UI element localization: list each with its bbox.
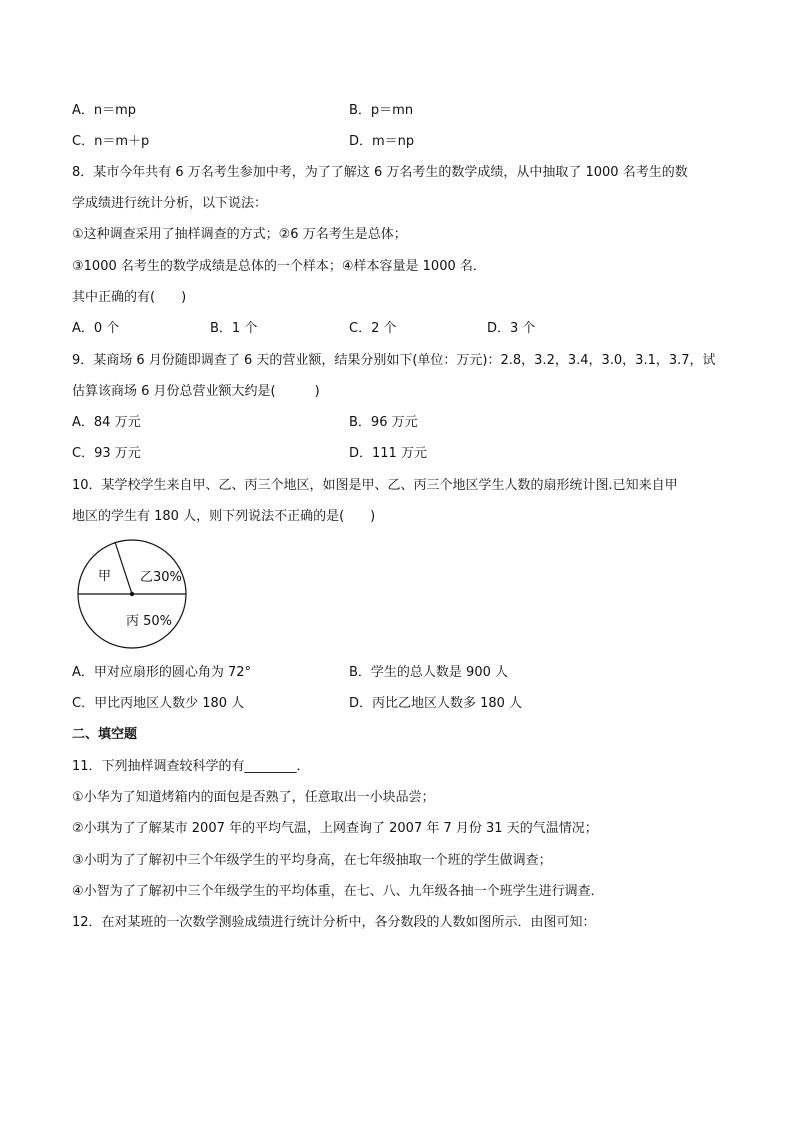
q10-stem-line1: 10．某学校学生来自甲、乙、丙三个地区，如图是甲、乙、丙三个地区学生人数的扇形统计图.已知来自甲 [72, 478, 678, 493]
q10-option-c: C．甲比丙地区人数少 180 人 [72, 696, 245, 711]
q7-option-a: A．n＝mp [72, 103, 137, 118]
q8-option-b: B．1 个 [210, 321, 258, 336]
q9-option-b: B．96 万元 [349, 415, 418, 430]
q8-stem-line2: 学成绩进行统计分析，以下说法： [72, 196, 268, 211]
q10-stem-line2: 地区的学生有 180 人，则下列说法不正确的是( ) [72, 509, 376, 524]
q9-stem-line1: 9．某商场 6 月份随即调查了 6 天的营业额，结果分别如下(单位：万元)：2.8，3.2，3.4，3.0，3.1，3.7，试 [72, 353, 716, 368]
pie-chart [76, 538, 188, 650]
q11-item-4: ④小智为了了解初中三个年级学生的平均体重，在七、八、九年级各抽一个班学生进行调查． [72, 884, 604, 899]
q8-statement-line1: ①这种调查采用了抽样调查的方式；②6 万名考生是总体； [72, 227, 407, 242]
q9-option-c: C．93 万元 [72, 446, 141, 461]
q8-question: 其中正确的有( ) [72, 290, 187, 305]
q12-stem: 12．在对某班的一次数学测验成绩进行统计分析中，各分数段的人数如图所示．由图可知： [72, 915, 596, 930]
pie-divider-radius [115, 542, 132, 594]
q8-statement-line2: ③1000 名考生的数学成绩是总体的一个样本；④样本容量是 1000 名． [72, 259, 486, 274]
q11-stem: 11．下列抽样调查较科学的有________． [72, 759, 310, 774]
q11-item-2: ②小琪为了了解某市 2007 年的平均气温，上网查询了 2007 年 7 月份 31 天的气温情况； [72, 821, 598, 836]
q8-stem-line1: 8．某市今年共有 6 万名考生参加中考，为了了解这 6 万名考生的数学成绩，从中抽取了 1000 名考生的数 [72, 165, 688, 180]
q11-item-1: ①小华为了知道烤箱内的面包是否熟了，任意取出一小块品尝； [72, 790, 435, 805]
q9-option-a: A．84 万元 [72, 415, 141, 430]
q10-option-b: B．学生的总人数是 900 人 [349, 665, 508, 680]
pie-label-jia: 甲 [98, 569, 112, 584]
q7-option-c: C．n＝m＋p [72, 134, 150, 149]
q10-option-d: D．丙比乙地区人数多 180 人 [349, 696, 523, 711]
q7-option-b: B．p＝mn [349, 103, 414, 118]
q8-option-d: D．3 个 [487, 321, 536, 336]
q10-option-a: A．甲对应扇形的圆心角为 72° [72, 665, 252, 680]
q9-option-d: D．111 万元 [349, 446, 427, 461]
q9-stem-line2: 估算该商场 6 月份总营业额大约是( ) [72, 384, 320, 399]
q8-option-a: A．0 个 [72, 321, 120, 336]
pie-label-bing: 丙 50% [126, 614, 173, 629]
q8-option-c: C．2 个 [349, 321, 397, 336]
pie-label-yi: 乙30% [140, 570, 182, 585]
section-title-fill-in: 二、填空题 [72, 727, 138, 742]
pie-center-dot [130, 592, 134, 596]
q7-option-d: D．m＝np [349, 134, 415, 149]
q11-item-3: ③小明为了了解初中三个年级学生的平均身高，在七年级抽取一个班的学生做调查； [72, 853, 552, 868]
